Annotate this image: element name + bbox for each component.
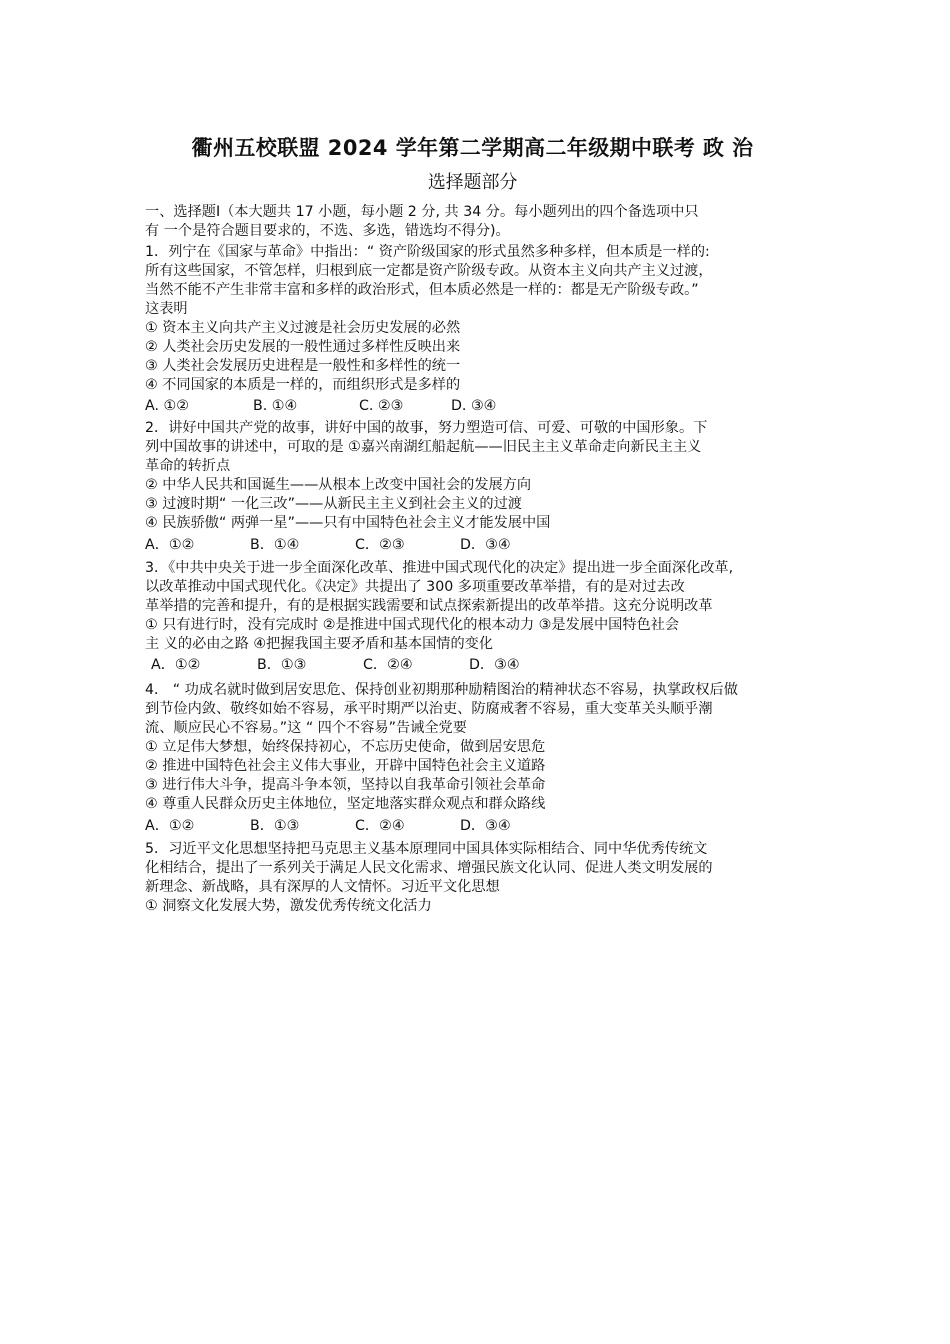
option-b: B．①④ (250, 537, 300, 553)
question-3-stem: 主 义的必由之路 ④把握我国主要矛盾和基本国情的变化 (145, 636, 494, 652)
question-4-item: ④ 尊重人民群众历史主体地位，坚定地落实群众观点和群众路线 (145, 796, 546, 812)
question-4-stem: 到节俭内敛、敬终如始不容易，承平时期严以治吏、防腐戒奢不容易，重大变革关头顺乎潮 (145, 701, 713, 717)
question-5-stem: 新理念、新战略，具有深厚的人文情怀。习近平文化思想 (145, 879, 500, 895)
option-a: A. ①② (145, 398, 189, 414)
option-d: D．③④ (460, 818, 511, 834)
question-2-stem: 列中国故事的讲述中，可取的是 ①嘉兴南湖红船起航——旧民主主义革命走向新民主主义 (145, 439, 702, 455)
question-1-stem: 当然不能不产生非常丰富和多样的政治形式，但本质必然是一样的：都是无产阶级专政。” (145, 282, 699, 298)
question-2-stem: 2．讲好中国共产党的故事，讲好中国的故事，努力塑造可信、可爱、可敬的中国形象。下 (145, 420, 708, 436)
question-3-stem: 革举措的完善和提升，有的是根据实践需要和试点探索新提出的改革举措。这充分说明改革 (145, 598, 713, 614)
option-a: A．①② (145, 818, 195, 834)
question-4-item: ① 立足伟大梦想，始终保持初心，不忘历史使命，做到居安思危 (145, 739, 546, 755)
section-instruction-line: 一、选择题Ⅰ（本大题共 17 小题，每小题 2 分, 共 34 分。每小题列出的四个备选项中只 (145, 204, 699, 220)
option-d: D．③④ (460, 537, 511, 553)
question-1-stem: 所有这些国家，不管怎样，归根到底一定都是资产阶级专政。从资本主义向共产主义过渡， (145, 263, 713, 279)
question-1-item: ② 人类社会历史发展的一般性通过多样性反映出来 (145, 339, 461, 355)
option-c: C．②③ (355, 537, 405, 553)
section-subtitle: 选择题部分 (427, 172, 518, 193)
option-a: A．①② (145, 537, 195, 553)
question-1-item: ③ 人类社会发展历史进程是一般性和多样性的统一 (145, 358, 461, 374)
option-a: A．①② (151, 657, 201, 673)
question-3-stem: ① 只有进行时，没有完成时 ②是推进中国式现代化的根本动力 ③是发展中国特色社会 (145, 617, 680, 633)
page-title: 衢州五校联盟 2024 学年第二学期高二年级期中联考 政 治 (191, 136, 754, 160)
question-4-stem: 4． “ 功成名就时做到居安思危、保持创业初期那种励精图治的精神状态不容易，执掌政权后做 (145, 682, 738, 698)
question-5-stem: 化相结合，提出了一系列关于满足人民文化需求、增强民族文化认同、促进人类文明发展的 (145, 860, 713, 876)
option-c: C．②④ (363, 657, 413, 673)
option-d: D．③④ (469, 657, 520, 673)
question-4-item: ③ 进行伟大斗争，提高斗争本领，坚持以自我革命引领社会革命 (145, 777, 546, 793)
option-c: C．②④ (355, 818, 405, 834)
question-1-stem: 这表明 (145, 301, 188, 317)
question-1-item: ④ 不同国家的本质是一样的，而组织形式是多样的 (145, 377, 461, 393)
question-2-item: ② 中华人民共和国诞生——从根本上改变中国社会的发展方向 (145, 477, 532, 493)
question-2-item: ④ 民族骄傲“ 两弹一星”——只有中国特色社会主义才能发展中国 (145, 515, 551, 531)
option-d: D. ③④ (451, 398, 497, 414)
question-2-item: ③ 过渡时期“ 一化三改”——从新民主主义到社会主义的过渡 (145, 496, 522, 512)
question-3-stem: 3．《中共中央关于进一步全面深化改革、推进中国式现代化的决定》提出进一步全面深化改革, (145, 560, 734, 576)
question-4-item: ② 推进中国特色社会主义伟大事业，开辟中国特色社会主义道路 (145, 758, 546, 774)
question-4-stem: 流、顺应民心不容易。”这 “ 四个不容易”告诫全党要 (145, 720, 467, 736)
question-5-stem: 5．习近平文化思想坚持把马克思主义基本原理同中国具体实际相结合、同中华优秀传统文 (145, 841, 708, 857)
option-b: B．①③ (250, 818, 300, 834)
question-2-stem: 革命的转折点 (145, 458, 231, 474)
question-5-item: ① 洞察文化发展大势，激发优秀传统文化活力 (145, 898, 432, 914)
option-b: B. ①④ (253, 398, 298, 414)
question-1-item: ① 资本主义向共产主义过渡是社会历史发展的必然 (145, 320, 461, 336)
option-c: C. ②③ (359, 398, 404, 414)
option-b: B．①③ (257, 657, 307, 673)
question-3-stem: 以改革推动中国式现代化。《决定》共提出了 300 多项重要改革举措，有的是对过去改 (145, 579, 685, 595)
section-instruction-line: 有 一个是符合题目要求的，不选、多选，错选均不得分)。 (145, 223, 510, 239)
question-1-stem: 1．列宁在《国家与革命》中指出：“ 资产阶级国家的形式虽然多种多样，但本质是一样的: (145, 244, 710, 260)
